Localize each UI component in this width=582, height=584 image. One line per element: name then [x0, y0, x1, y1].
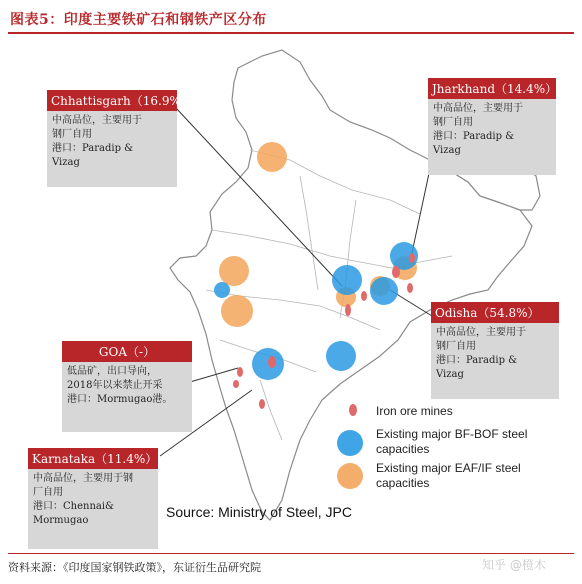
callout-goa-label: GOA（-）	[62, 341, 192, 362]
iron-ore-marker	[233, 380, 239, 388]
footer-source: 资料来源：《印度国家钢铁政策》，东证衍生品研究院	[8, 553, 574, 575]
callout-karnataka-label: Karnataka（11.4%）	[28, 448, 158, 469]
page-title: 图表5：印度主要铁矿石和钢铁产区分布	[10, 12, 267, 28]
legend-bf-bof-swatch	[337, 430, 363, 456]
watermark: 知乎 @橙木	[482, 558, 546, 572]
callout-goa	[62, 341, 192, 432]
bf-bof-marker	[332, 265, 362, 295]
callout-odisha-body: 中高品位，主要用于 钢厂自用 港口：Paradip & Vizag	[431, 323, 559, 399]
map-source: Source: Ministry of Steel, JPC	[166, 504, 352, 520]
callout-chhattisgarh	[47, 90, 193, 187]
callout-odisha-label: Odisha（54.8%）	[431, 302, 559, 323]
callout-chhattisgarh-label: Chhattisgarh（16.9%）	[47, 90, 177, 111]
iron-ore-marker	[409, 253, 415, 263]
callout-goa-body: 低品矿，出口导向， 2018年以来禁止开采 港口：Mormugao港。	[62, 362, 192, 432]
legend-eaf-if-label: Existing major EAF/IF steel capacities	[376, 461, 521, 490]
iron-ore-marker	[259, 399, 265, 409]
bf-bof-marker	[252, 348, 284, 380]
legend-symbols	[337, 404, 363, 489]
legend-iron-ore-swatch	[349, 404, 357, 416]
callout-jharkhand	[428, 78, 556, 175]
iron-ore-marker	[407, 283, 413, 293]
legend-iron-ore-label: Iron ore mines	[376, 404, 453, 418]
callout-odisha	[431, 302, 559, 399]
bf-bof-marker	[370, 277, 398, 305]
legend-eaf-if-swatch	[337, 463, 363, 489]
callout-karnataka	[28, 448, 158, 549]
bf-bof-marker	[214, 282, 230, 298]
eaf-marker	[221, 295, 253, 327]
callout-jharkhand-label: Jharkhand（14.4%）	[428, 78, 556, 99]
iron-ore-marker	[237, 367, 243, 377]
iron-ore-marker	[361, 291, 367, 301]
iron-ore-marker	[392, 266, 400, 278]
eaf-marker	[257, 142, 287, 172]
legend-bf-bof-label: Existing major BF-BOF steel capacities	[376, 427, 528, 456]
iron-ore-marker	[268, 356, 276, 368]
callout-chhattisgarh-body: 中高品位，主要用于 钢厂自用 港口：Paradip & Vizag	[47, 111, 177, 187]
callout-jharkhand-body: 中高品位，主要用于 钢厂自用 港口：Paradip & Vizag	[428, 99, 556, 175]
callout-karnataka-body: 中高品位，主要用于钢 厂自用 港口：Chennai& Mormugao	[28, 469, 158, 549]
eaf-marker	[219, 256, 249, 286]
bf-bof-marker	[326, 341, 356, 371]
iron-ore-marker	[345, 304, 351, 316]
